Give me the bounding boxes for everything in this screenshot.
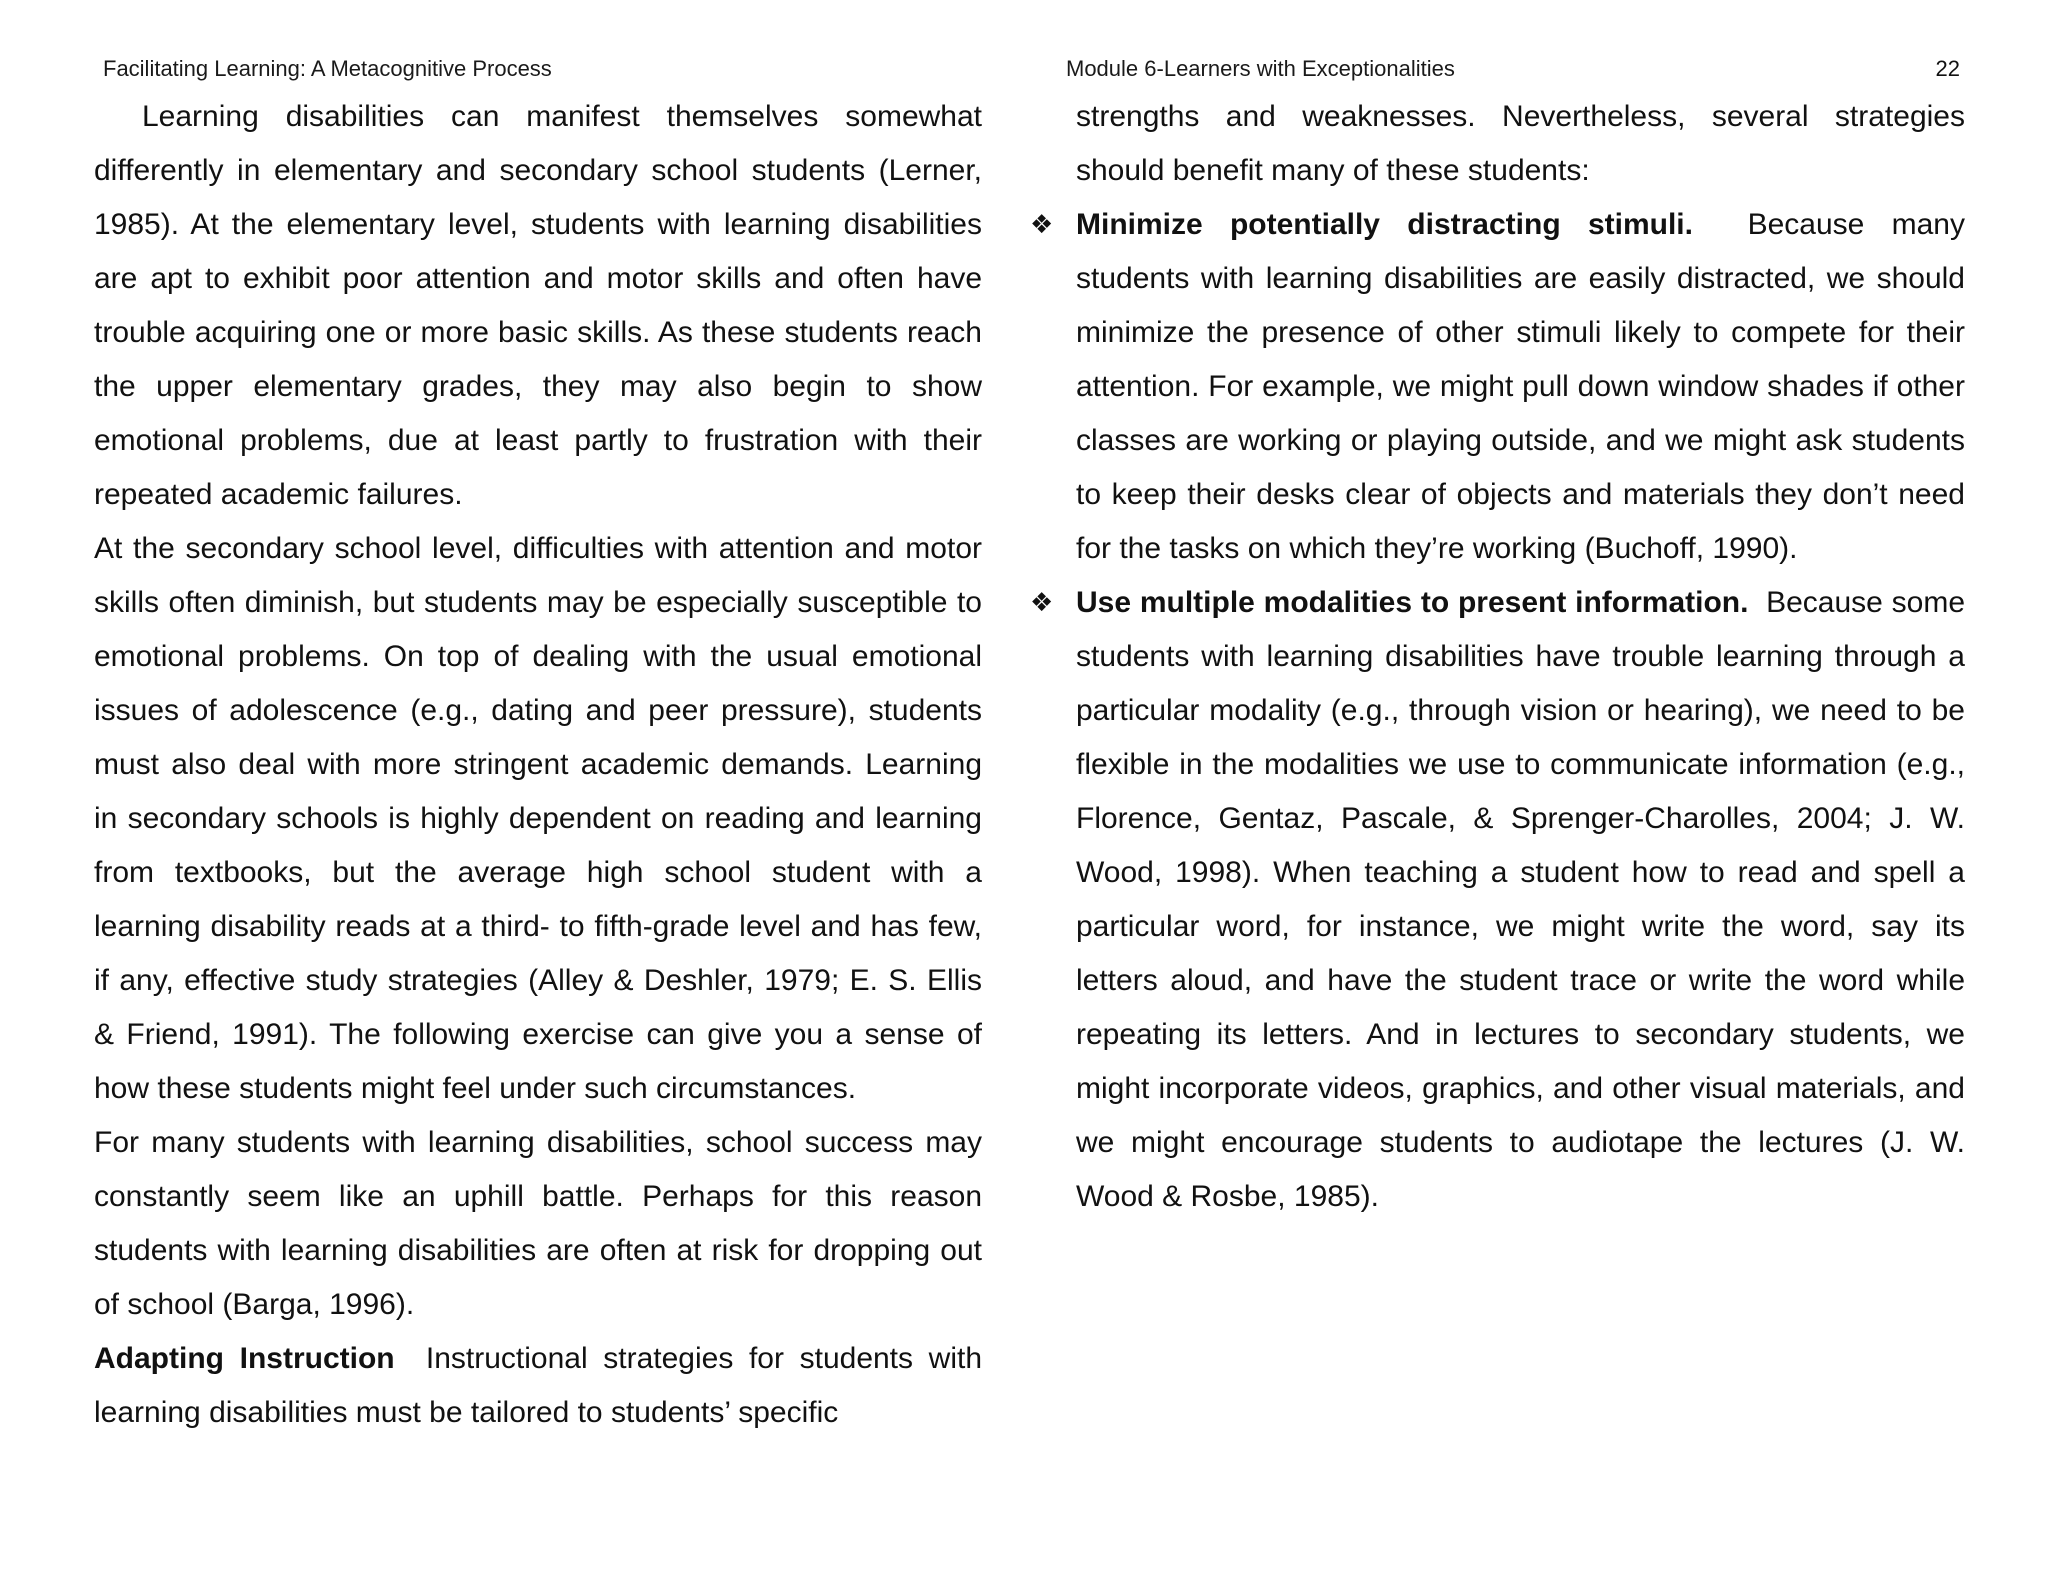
paragraph-elementary-secondary: Learning disabilities can manifest themselves somewhat differently in elementary and secondary school students (Lerner, 1985). At the elementary level, students with learning disabilities are apt to exhibit poor attention and motor skills and often have trouble acquiring one or more basic skills. As these students reach the upper elementary grades, they may also begin to show emotional problems, due at least partly to frustration with their repeated academic failures. bbox=[94, 100, 982, 511]
paragraph-adapting-instruction bbox=[94, 1332, 982, 1440]
diamond-bullet-icon: ❖ bbox=[1030, 588, 1054, 618]
bullet-item-minimize-stimuli bbox=[1030, 198, 1965, 576]
right-page-header: Module 6-Learners with Exceptionalities bbox=[1066, 56, 1455, 81]
adapting-instruction-text: Instructional strategies for students with learning disabilities must be tailored to students’ specific bbox=[94, 1342, 983, 1429]
bullet-item-multiple-modalities bbox=[1030, 576, 1966, 1224]
left-column bbox=[94, 90, 982, 1440]
paragraph-secondary-level: At the secondary school level, difficulties with attention and motor skills often diminish, but students may be especially susceptible to emotional problems. On top of dealing with the usual emotional issues of adolescence (e.g., dating and peer pressure), students must also deal with more stringent academic demands. Learning in secondary schools is highly dependent on reading and learning from textbooks, but the average high school student with a learning disability reads at a third- to fifth-grade level and has few, if any, effective study strategies (Alley & Deshler, 1979; E. S. Ellis & Friend, 1991). The following exercise can give you a sense of how these students might feel under such circumstances. bbox=[94, 532, 982, 1105]
right-column bbox=[1030, 90, 1966, 1224]
page-number: 22 bbox=[1935, 56, 1960, 81]
paragraph-strengths-weaknesses: strengths and weaknesses. Nevertheless, several strategies should benefit many of these students: bbox=[1076, 100, 1965, 187]
left-page-header: Facilitating Learning: A Metacognitive Process bbox=[103, 56, 552, 81]
section-heading-adapting-instruction: Adapting Instruction bbox=[94, 1342, 395, 1375]
paragraph-school-success: For many students with learning disabilities, school success may constantly seem like an uphill battle. Perhaps for this reason students with learning disabilities are often at risk for dropping out of school (Barga, 1996). bbox=[94, 1126, 982, 1321]
diamond-bullet-icon: ❖ bbox=[1030, 210, 1054, 240]
bullet-text-multiple-modalities: Because some students with learning disabilities have trouble learning through a particular modality (e.g., through vision or hearing), we need to be flexible in the modalities we use to communicate information (e.g., Florence, Gentaz, Pascale, & Sprenger-Charolles, 2004; J. W. Wood, 1998). When teaching a student how to read and spell a particular word, for instance, we might write the word, say its letters aloud, and have the student trace or write the word while repeating its letters. And in lectures to secondary students, we might incorporate videos, graphics, and other visual materials, and we might encourage students to audiotape the lectures (J. W. Wood & Rosbe, 1985). bbox=[1076, 586, 1966, 1213]
bullet-text-minimize-stimuli: Because many students with learning disabilities are easily distracted, we should minimize the presence of other stimuli likely to compete for their attention. For example, we might pull down window shades if other classes are working or playing outside, and we might ask students to keep their desks clear of objects and materials they don’t need for the tasks on which they’re working (Buchoff, 1990). bbox=[1076, 208, 1965, 565]
bullet-heading-minimize-stimuli: Minimize potentially distracting stimuli. bbox=[1076, 208, 1693, 241]
bullet-heading-multiple-modalities: Use multiple modalities to present information. bbox=[1076, 586, 1749, 619]
